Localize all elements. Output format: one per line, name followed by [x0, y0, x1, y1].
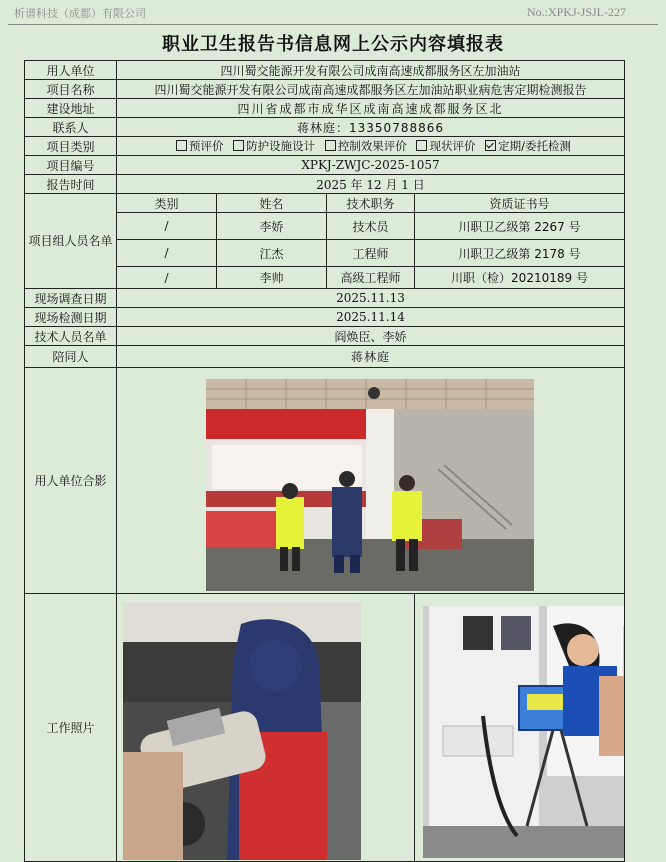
report-time-label: 报告时间 [25, 175, 117, 194]
category-options [117, 137, 625, 156]
form-title: 职业卫生报告书信息网上公示内容填报表 [162, 34, 504, 55]
document-number: No.:XPKJ-JSJL-227 [526, 5, 626, 19]
header-divider [8, 24, 658, 25]
checkbox-icon [176, 140, 187, 151]
row-report-time [25, 175, 625, 194]
team-header-title: 技术职务 [327, 194, 415, 213]
work-photos-label: 工作照片 [25, 594, 117, 862]
row-project-no [25, 156, 625, 175]
category-option-protection-design: 防护设施设计 [246, 139, 316, 153]
member-category: / [117, 213, 217, 240]
report-time-value: 2025 年 12 月 1 日 [117, 175, 625, 194]
group-photo-label: 用人单位合影 [25, 368, 117, 594]
group-photo-image [206, 379, 534, 591]
escort-label: 陪同人 [25, 346, 117, 368]
page-header [0, 0, 666, 26]
team-header-row [25, 194, 625, 213]
member-category: / [117, 267, 217, 289]
category-option-status-evaluation: 现状评价 [429, 139, 476, 153]
test-date-value: 2025.11.14 [117, 308, 625, 327]
project-name-value: 四川蜀交能源开发有限公司成南高速成都服务区左加油站职业病危害定期检测报告 [117, 80, 625, 99]
team-header-category: 类别 [117, 194, 217, 213]
row-address [25, 99, 625, 118]
address-value: 四川省成都市成华区成南高速成都服务区北 [117, 99, 625, 118]
employer-value: 四川蜀交能源开发有限公司成南高速成都服务区左加油站 [117, 61, 625, 80]
work-photo-left-cell [117, 594, 415, 862]
row-work-photos [25, 594, 625, 862]
row-employer [25, 61, 625, 80]
category-option-periodic-test: 定期/委托检测 [498, 139, 571, 153]
contact-value: 蒋林庭：13350788866 [117, 118, 625, 137]
row-category [25, 137, 625, 156]
member-title: 工程师 [327, 240, 415, 267]
checked-checkbox-icon [485, 140, 496, 151]
member-name: 李娇 [217, 213, 327, 240]
tech-staff-label: 技术人员名单 [25, 327, 117, 346]
row-group-photo [25, 368, 625, 594]
member-name: 江杰 [217, 240, 327, 267]
survey-date-value: 2025.11.13 [117, 289, 625, 308]
checkbox-icon [233, 140, 244, 151]
row-survey-date [25, 289, 625, 308]
tech-staff-value: 阎焕臣、李娇 [117, 327, 625, 346]
project-no-label: 项目编号 [25, 156, 117, 175]
project-no-value: XPKJ-ZWJC-2025-1057 [117, 156, 625, 175]
team-header-name: 姓名 [217, 194, 327, 213]
test-date-label: 现场检测日期 [25, 308, 117, 327]
team-label: 项目组人员名单 [25, 194, 117, 289]
row-tech-staff [25, 327, 625, 346]
row-project-name [25, 80, 625, 99]
category-label: 项目类别 [25, 137, 117, 156]
checkbox-icon [325, 140, 336, 151]
contact-label: 联系人 [25, 118, 117, 137]
category-option-pre-evaluation: 预评价 [189, 139, 224, 153]
row-escort [25, 346, 625, 368]
row-contact [25, 118, 625, 137]
survey-date-label: 现场调查日期 [25, 289, 117, 308]
checkbox-icon [416, 140, 427, 151]
project-name-label: 项目名称 [25, 80, 117, 99]
company-name: 析谱科技（成都）有限公司 [14, 7, 146, 20]
employer-label: 用人单位 [25, 61, 117, 80]
escort-value: 蒋林庭 [117, 346, 625, 368]
work-photo-right-image [423, 606, 625, 858]
team-header-cert: 资质证书号 [415, 194, 625, 213]
group-photo-cell [117, 368, 625, 594]
work-photo-left-image [123, 602, 361, 860]
member-title: 高级工程师 [327, 267, 415, 289]
member-cert: 川职卫乙级第 2178 号 [415, 240, 625, 267]
disclosure-form-table [24, 60, 625, 862]
address-label: 建设地址 [25, 99, 117, 118]
member-title: 技术员 [327, 213, 415, 240]
member-name: 李帅 [217, 267, 327, 289]
member-cert: 川职（检）20210189 号 [415, 267, 625, 289]
category-option-control-effect: 控制效果评价 [337, 139, 407, 153]
row-test-date [25, 308, 625, 327]
member-cert: 川职卫乙级第 2267 号 [415, 213, 625, 240]
work-photo-right-cell [415, 594, 625, 862]
member-category: / [117, 240, 217, 267]
